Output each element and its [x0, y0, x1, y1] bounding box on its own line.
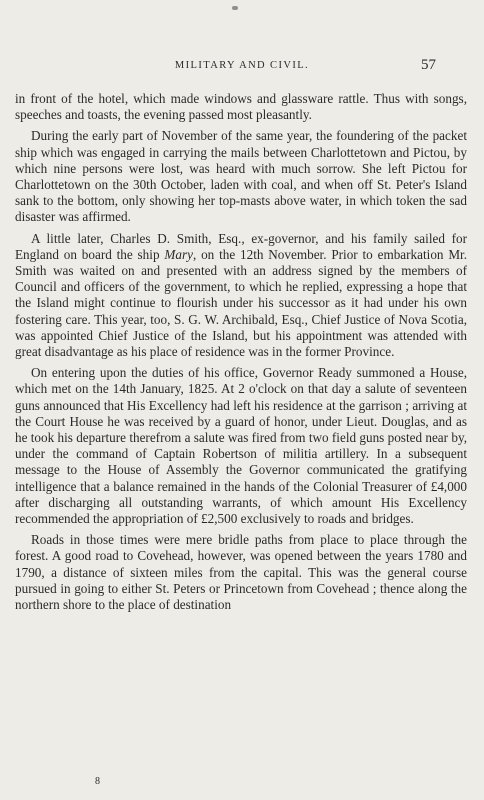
- paragraph-roads: Roads in those times were mere bridle paths from place to place through the forest. A good road to Covehead, however, was opened between the years 1780 and 1790, a distance of sixteen miles from the capital. This was the general course pursued in going to either St. Peters or Princetown from Covehead ; thence along the northern shore to the place of destination: [15, 532, 467, 613]
- paragraph-governor-ready: On entering upon the duties of his office, Governor Ready summoned a House, which met on the 14th January, 1825. At 2 o'clock on that day a salute of seventeen guns announced that His Excellency had left his residence at the garrison ; arriving at the Court House he was received by a guard of honor, under Lieut. Douglas, and as he took his departure therefrom a salute was fired from two field guns posted near by, under the command of Captain Robertson of militia artillery. In a subsequent message to the House of Assembly the Governor communicated the gratifying intelligence that a balance remained in the hands of the Colonial Treasurer of £4,000 after discharging all outstanding warrants, of which amount His Excellency recommended the appropriation of £2,500 exclusively to roads and bridges.: [15, 365, 467, 527]
- paragraph-packet-ship: During the early part of November of the same year, the foundering of the packet ship which was engaged in carrying the mails between Charlottetown and Pictou, by which nine persons were lost, was heard with much sorrow. She left Pictou for Charlottetown on the 30th October, laden with coal, and when off St. Peter's Island sank to the bottom, only showing her top-masts above water, in which token the sad disaster was affirmed.: [15, 128, 467, 225]
- signature-mark: 8: [95, 776, 100, 787]
- paragraph-smith-text-a: A little later, Charles D. Smith, Esq., ex-governor, and his family sailed for England on board the ship: [15, 230, 467, 262]
- body-text: [15, 91, 467, 618]
- running-title: MILITARY AND CIVIL.: [174, 60, 310, 71]
- page-number: 57: [421, 57, 436, 73]
- paragraph-smith-text-b: , on the 12th November. Prior to embarkation Mr. Smith was waited on and presented with an address signed by the members of Council and officers of the government, to which he replied, expressing a hope that the Island might continue to flourish under his successor as it had under his own fostering care. This year, too, S. G. W. Archibald, Esq., Chief Justice of Nova Scotia, was appointed Chief Justice of the Island, but his appointment was attended with great disadvantage as his place of residence was in the former Province.: [15, 246, 468, 360]
- ink-speck: [232, 6, 238, 10]
- paragraph-smith-departure: [15, 231, 467, 361]
- running-head: [0, 57, 484, 75]
- ship-name: Mary: [164, 246, 193, 262]
- paragraph-hotel: in front of the hotel, which made windows and glassware rattle. Thus with songs, speeches and toasts, the evening passed most pleasantly.: [15, 91, 467, 123]
